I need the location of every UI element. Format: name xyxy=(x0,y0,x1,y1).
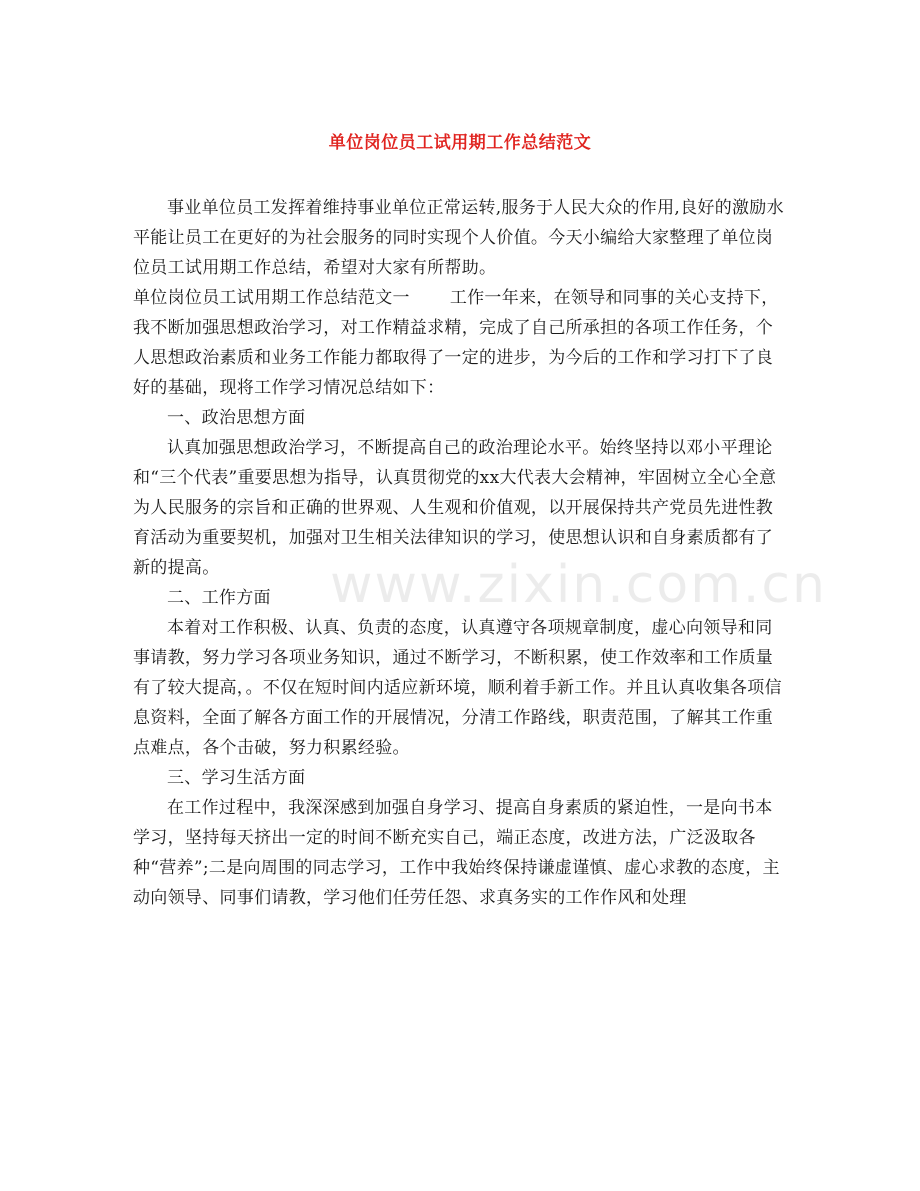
section-title: 单位岗位员工试用期工作总结范文一 xyxy=(133,288,410,308)
heading-work: 二、工作方面 xyxy=(167,588,271,608)
intro-paragraph: 事业单位员工发挥着维持事业单位正常运转,服务于人民大众的作用,良好的激励水平能让员工在更好的为社会服务的同时实现个人价值。今天小编给大家整理了单位岗位员工试用期工作总结，希望对大家有所帮助。 xyxy=(133,198,784,278)
paragraph-study-life: 在工作过程中，我深深感到加强自身学习、提高自身素质的紧迫性，一是向书本学习，坚持每天挤出一定的时间不断充实自己，端正态度，改进方法，广泛汲取各种“营养”;二是向周围的同志学习，工作中我始终保持谦虚谨慎、虚心求教的态度，主动向领导、同事们请教，学习他们任劳任怨、求真务实的工作作风和处理 xyxy=(133,798,780,908)
paragraph-work: 本着对工作积极、认真、负责的态度，认真遵守各项规章制度，虚心向领导和同事请教，努力学习各项业务知识，通过不断学习，不断积累，使工作效率和工作质量有了较大提高，。不仅在短时间内适应新环境，顺利着手新工作。并且认真收集各项信息资料，全面了解各方面工作的开展情况，分清工作路线，职责范围，了解其工作重点难点，各个击破，努力积累经验。 xyxy=(133,618,782,758)
watermark: www.zixin.com.cn xyxy=(330,555,827,615)
heading-politics: 一、政治思想方面 xyxy=(167,408,306,428)
document-title: 单位岗位员工试用期工作总结范文 xyxy=(328,133,592,153)
heading-study-life: 三、学习生活方面 xyxy=(167,768,306,788)
section-paragraph xyxy=(133,283,788,403)
document-body xyxy=(133,193,788,913)
section-lead: 工作一年来，在领导和同事的关心支持下，我不断加强思想政治学习，对工作精益求精，完成了自己所承担的各项工作任务，个人思想政治素质和业务工作能力都取得了一定的进步，为今后的工作和学习打下了良好的基础，现将工作学习情况总结如下： xyxy=(133,288,779,398)
paragraph-politics: 认真加强思想政治学习，不断提高自己的政治理论水平。始终坚持以邓小平理论和“三个代表”重要思想为指导，认真贯彻党的xx大代表大会精神，牢固树立全心全意为人民服务的宗旨和正确的世界观、人生观和价值观，以开展保持共产党员先进性教育活动为重要契机，加强对卫生相关法律知识的学习，使思想认识和自身素质都有了新的提高。 xyxy=(133,438,777,578)
